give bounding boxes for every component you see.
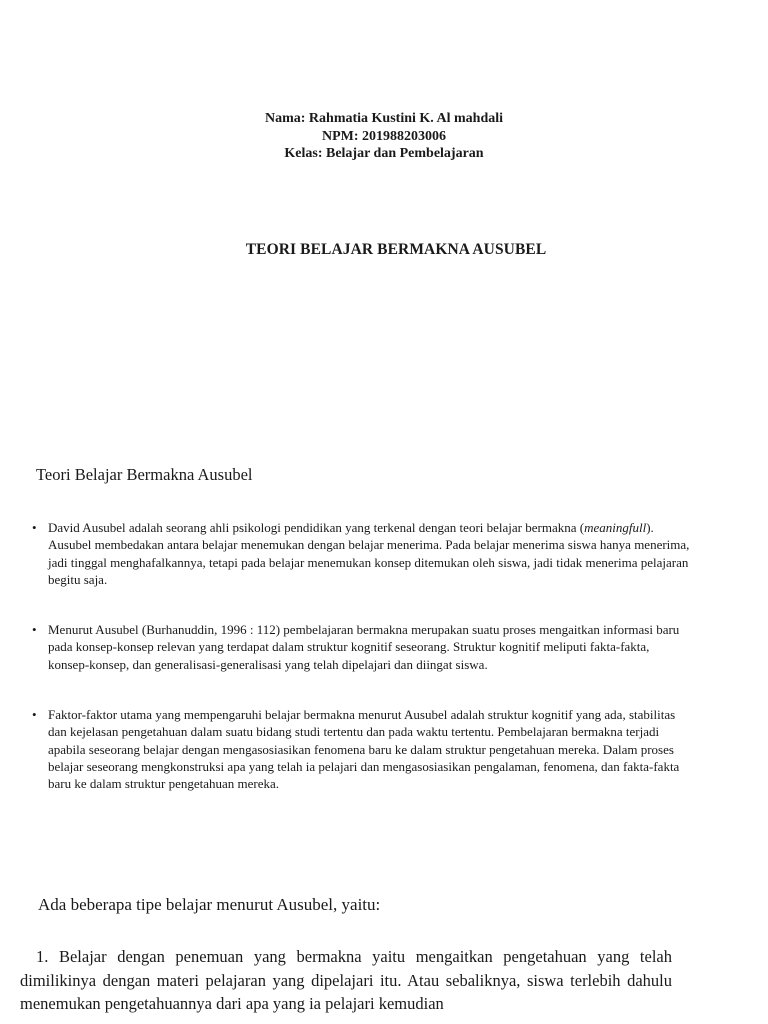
italic-term: meaningfull xyxy=(584,520,647,535)
section-heading: Teori Belajar Bermakna Ausubel xyxy=(36,465,253,484)
bullet-icon: • xyxy=(32,520,37,535)
bullet-item-2 xyxy=(30,621,690,673)
bullet-text: Faktor-faktor utama yang mempengaruhi belajar bermakna menurut Ausubel adalah struktur kognitif yang ada, stabilitas dan kejelasan pengetahuan dalam suatu bidang studi tertentu dan pada waktu tertentu. Pembelajaran bermakna terjadi apabila seseorang belajar dengan mengasosiasikan fenomena baru ke dalam struktur pengetahuan mereka. Dalam proses belajar seseorang mengkonstruksi apa yang telah ia pelajari dan mengasosiasikan pengalaman, fenomena, dan fakta-fakta baru ke dalam struktur pengetahuan mereka. xyxy=(48,707,680,792)
author-name: Nama: Rahmatia Kustini K. Al mahdali xyxy=(264,111,504,126)
bullet-list xyxy=(30,519,690,826)
bullet-text-part: David Ausubel adalah seorang ahli psikologi pendidikan yang terkenal dengan teori belajar bermakna ( xyxy=(48,520,585,535)
bullet-item-3 xyxy=(30,706,690,792)
bullet-text: Menurut Ausubel (Burhanuddin, 1996 : 112) pembelajaran bermakna merupakan suatu proses mengaitkan informasi baru pada konsep-konsep relevan yang terdapat dalam struktur kognitif seseorang. Struktur kognitif meliputi fakta-fakta, konsep-konsep, dan generalisasi-generalisasi yang telah dipelajari dan diingat siswa. xyxy=(48,622,680,672)
bullet-item-1 xyxy=(30,519,690,588)
bullet-icon: • xyxy=(32,707,37,723)
types-intro: Ada beberapa tipe belajar menurut Ausubel, yaitu: xyxy=(38,895,381,914)
author-header xyxy=(0,110,768,163)
body-paragraph: 1. Belajar dengan penemuan yang bermakna yaitu mengaitkan pengetahuan yang telah dimilikinya dengan materi pelajaran yang dipelajari itu. Atau sebaliknya, siswa terlebih dahulu menemukan pengetahuannya dari apa yang ia pelajari kemudian xyxy=(20,947,672,1013)
bullet-text-part: ). Ausubel membedakan antara belajar menemukan dengan belajar menerima. Pada belajar menerima siswa hanya menerima, jadi tinggal menghafalkannya, tetapi pada belajar menemukan konsep ditemukan oleh siswa, jadi tidak menerima pelajaran begitu saja. xyxy=(48,520,690,587)
class-name: Kelas: Belajar dan Pembelajaran xyxy=(284,146,484,161)
bullet-icon: • xyxy=(32,622,37,638)
bullet-text xyxy=(48,519,690,588)
document-title: TEORI BELAJAR BERMAKNA AUSUBEL xyxy=(245,241,547,258)
student-id: NPM: 201988203006 xyxy=(321,128,447,144)
